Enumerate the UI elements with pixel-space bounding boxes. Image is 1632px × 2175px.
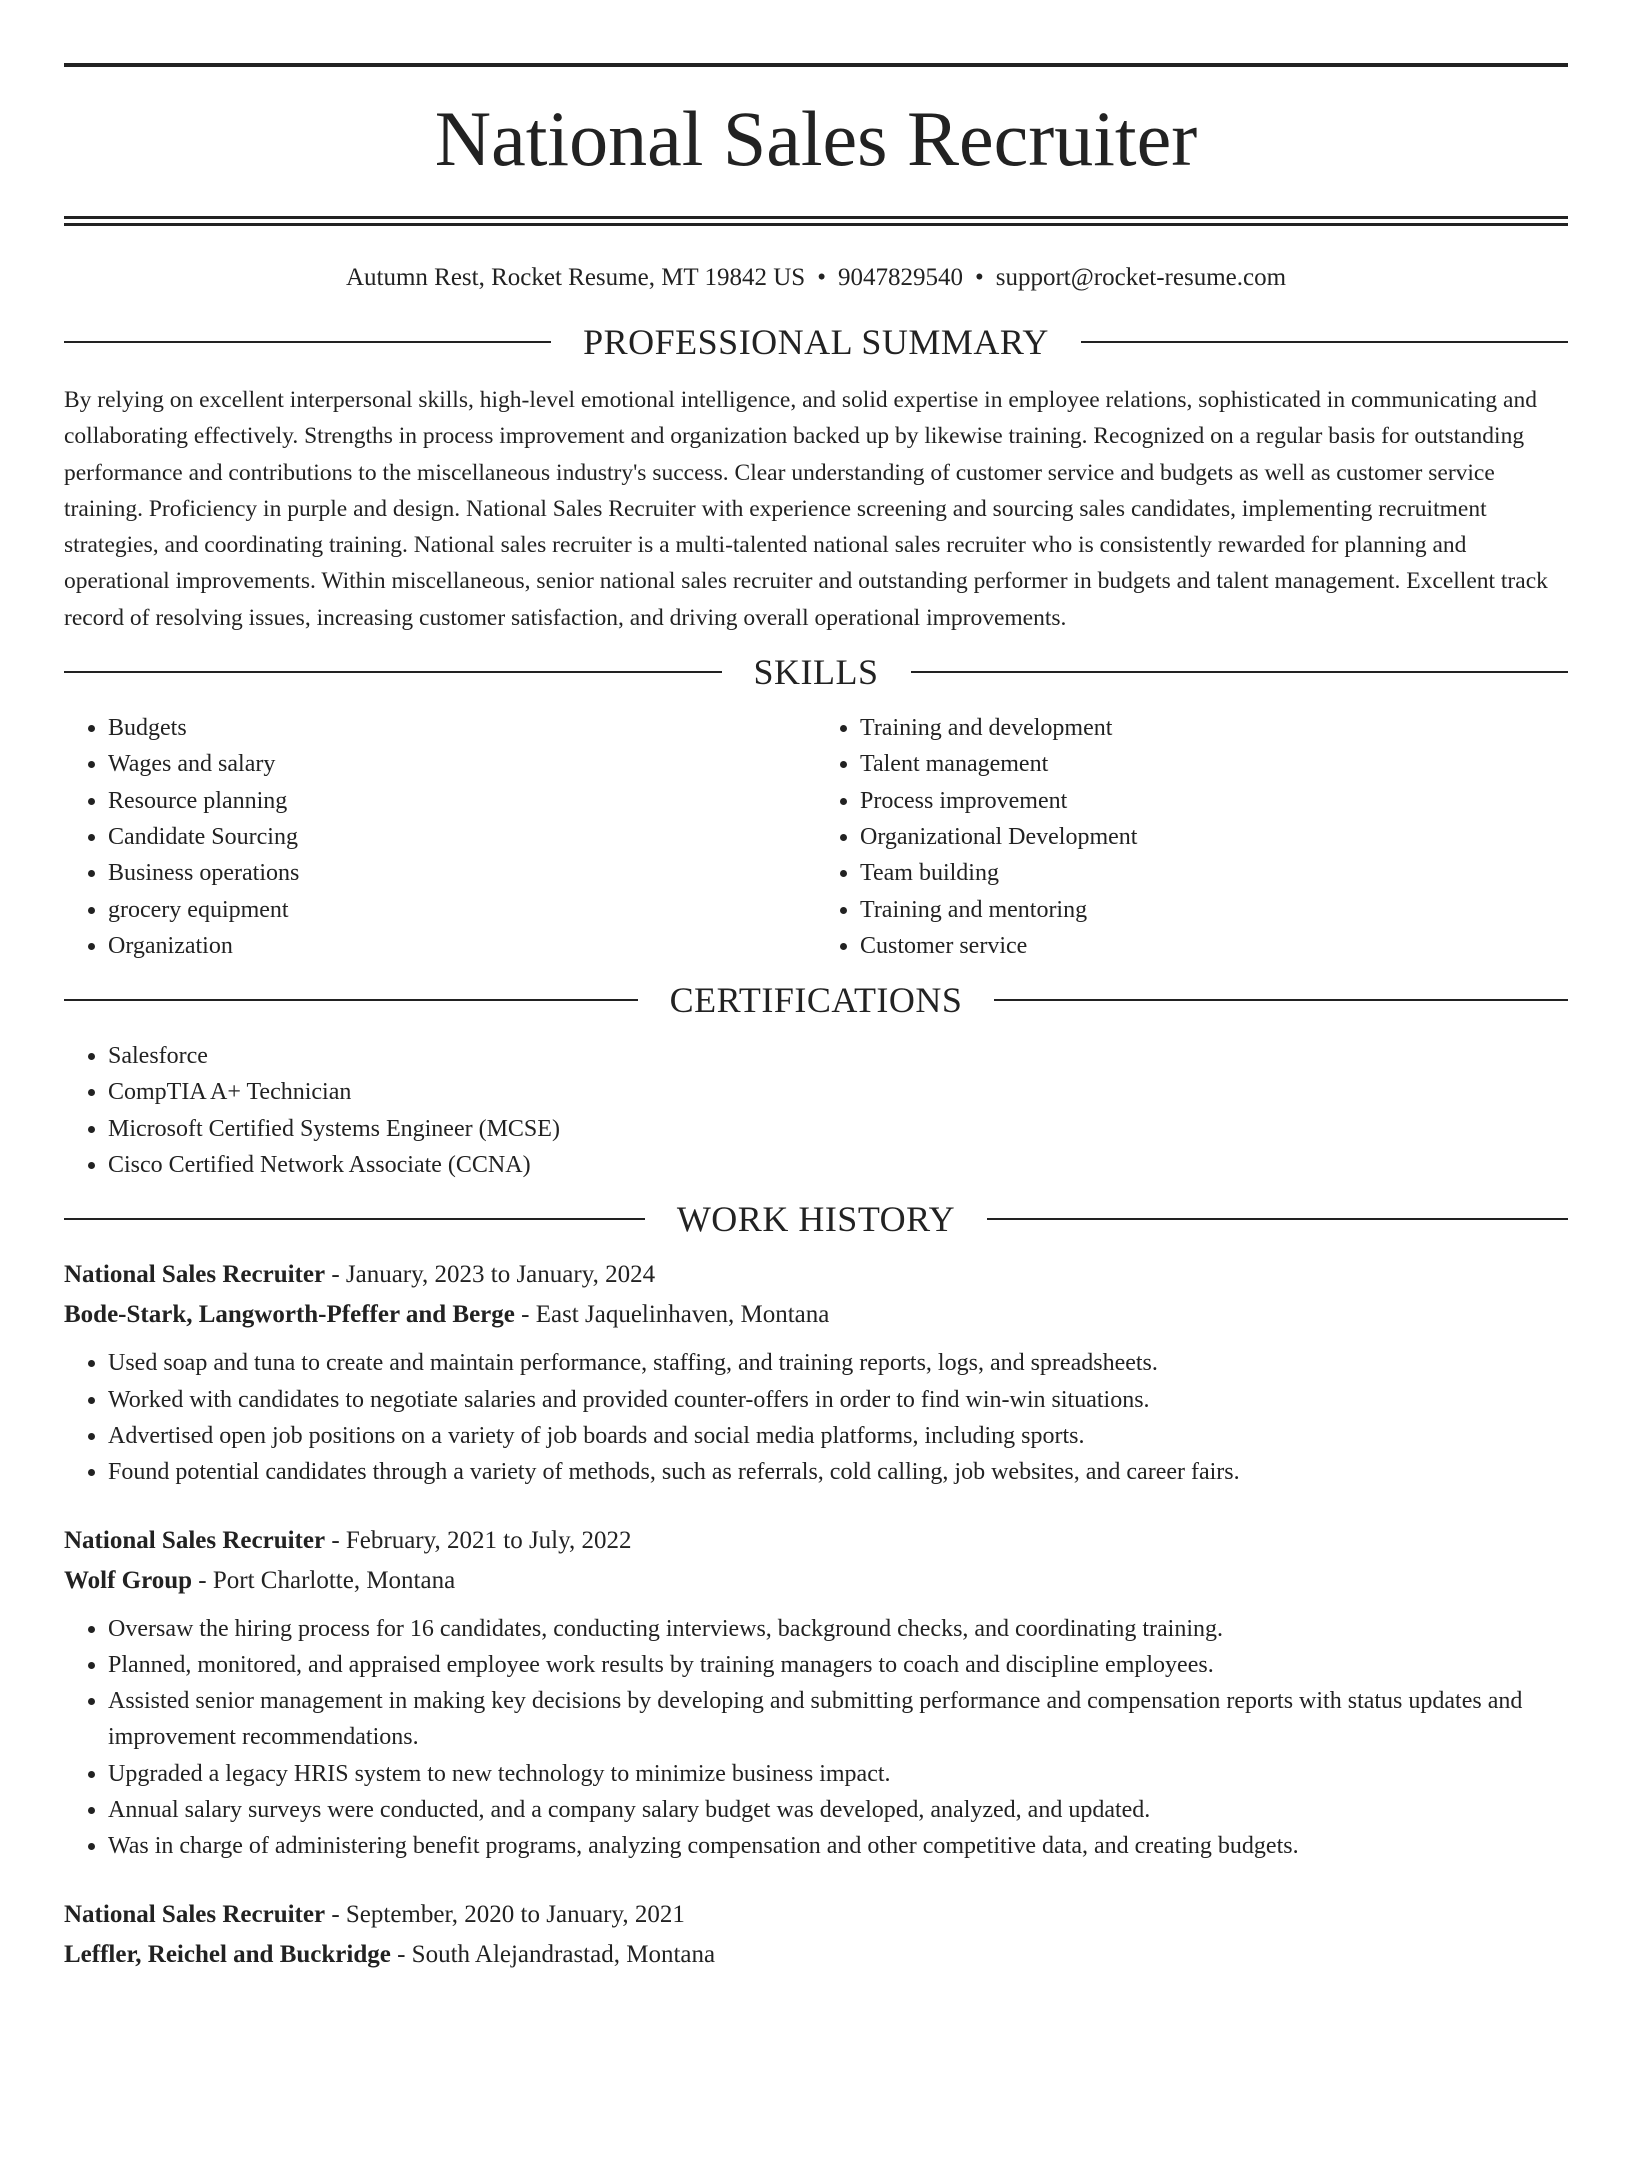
job-title: National Sales Recruiter [64,1900,326,1928]
skill-item: • Organizational Development [860,819,1568,855]
skill-item: • Business operations [108,855,816,891]
skill-item: • Customer service [860,928,1568,964]
skills-column-right [816,710,1568,964]
job-bullets [64,1611,1568,1865]
candidate-name: National Sales Recruiter [434,95,1198,182]
certifications-section-title: CERTIFICATIONS [669,980,963,1021]
job-location: - Port Charlotte, Montana [198,1566,456,1594]
job-location: - South Alejandrastad, Montana [397,1940,716,1968]
skill-item: • Organization [108,928,816,964]
divider-line [64,671,722,673]
divider-line [64,999,638,1001]
job-bullet: • Oversaw the hiring process for 16 candidates, conducting interviews, background checks, and coordinating training. [108,1611,1568,1647]
job-company: Wolf Group [64,1566,193,1594]
skills-list [64,710,1568,964]
job-title: National Sales Recruiter [64,1526,326,1554]
skills-column-left [64,710,816,964]
job-dates: - January, 2023 to January, 2024 [331,1261,656,1289]
certification-item: • Salesforce [108,1038,1568,1074]
certifications-list [64,1038,1568,1183]
job-entry [64,1521,1568,1865]
certification-item: • Microsoft Certified Systems Engineer (MCSE) [108,1111,1568,1147]
resume-page [0,63,1632,2175]
divider-line [1081,341,1568,343]
job-title-line [64,1255,1568,1295]
job-title-line [64,1895,1568,1935]
job-company-line [64,1561,1568,1601]
job-bullet: • Assisted senior management in making key decisions by developing and submitting performance and compensation reports with status updates and improvement recommendations. [108,1683,1568,1756]
header-double-rule [64,216,1568,226]
skill-item: • Training and development [860,710,1568,746]
job-bullet: • Upgraded a legacy HRIS system to new technology to minimize business impact. [108,1756,1568,1792]
contact-phone: 9047829540 [837,264,963,291]
contact-separator: • [817,264,826,291]
skill-item: • Candidate Sourcing [108,819,816,855]
certification-item: • Cisco Certified Network Associate (CCNA) [108,1147,1568,1183]
skill-item: • Talent management [860,746,1568,782]
divider-line [987,1218,1568,1220]
skill-item: • Budgets [108,710,816,746]
skill-item: • Training and mentoring [860,892,1568,928]
work-history-section-title: WORK HISTORY [676,1199,956,1240]
job-bullet: • Used soap and tuna to create and maintain performance, staffing, and training reports, logs, and spreadsheets. [108,1345,1568,1381]
divider-line [994,999,1568,1001]
job-bullet: • Planned, monitored, and appraised employee work results by training managers to coach and discipline employees. [108,1647,1568,1683]
divider-line [911,671,1569,673]
skills-section-title: SKILLS [753,652,879,693]
job-bullet: • Advertised open job positions on a variety of job boards and social media platforms, including sports. [108,1418,1568,1454]
certifications-section-heading [64,978,1568,1022]
contact-address: Autumn Rest, Rocket Resume, MT 19842 US [345,264,806,291]
summary-section-heading [64,320,1568,364]
contact-separator: • [974,264,984,291]
job-location: - East Jaquelinhaven, Montana [521,1301,830,1329]
skill-item: • Wages and salary [108,746,816,782]
job-entry [64,1895,1568,1975]
skills-section-heading [64,650,1568,694]
professional-summary-text: By relying on excellent interpersonal skills, high-level emotional intelligence, and solid expertise in employee relations, sophisticated in communicating and collaborating effectively. Strengths in process improvement and organization backed up by likewise training. Recognized on a regular basis for outstanding performance and contributions to the miscellaneous industry's success. Clear understanding of customer service and budgets as well as customer service training. Proficiency in purple and design. National Sales Recruiter with experience screening and sourcing sales candidates, implementing recruitment strategies, and coordinating training. National sales recruiter is a multi-talented national sales recruiter who is consistently rewarded for planning and operational improvements. Within miscellaneous, senior national sales recruiter and outstanding performer in budgets and talent management. Excellent track record of resolving issues, increasing customer satisfaction, and driving overall operational improvements. [64,387,1548,631]
divider-line [64,1218,645,1220]
job-title: National Sales Recruiter [64,1261,326,1289]
job-bullets [64,1345,1568,1490]
job-company: Bode-Stark, Langworth-Pfeffer and Berge [64,1301,515,1329]
job-dates: - September, 2020 to January, 2021 [331,1900,685,1928]
contact-email: support@rocket-resume.com [995,264,1287,291]
skill-item: • Resource planning [108,783,816,819]
work-history-section-heading [64,1197,1568,1241]
skill-item: • grocery equipment [108,892,816,928]
job-company: Leffler, Reichel and Buckridge [64,1940,391,1968]
job-title-line [64,1521,1568,1561]
job-bullet: • Found potential candidates through a variety of methods, such as referrals, cold calling, job websites, and career fairs. [108,1454,1568,1490]
skill-item: • Process improvement [860,783,1568,819]
summary-section-title: PROFESSIONAL SUMMARY [583,322,1049,362]
job-company-line [64,1295,1568,1335]
job-bullet: • Annual salary surveys were conducted, and a company salary budget was developed, analyzed, and updated. [108,1792,1568,1828]
job-dates: - February, 2021 to July, 2022 [331,1526,632,1554]
divider-line [64,341,551,343]
job-bullet: • Was in charge of administering benefit programs, analyzing compensation and other competitive data, and creating budgets. [108,1828,1568,1864]
contact-line [64,260,1568,296]
job-company-line [64,1935,1568,1975]
job-bullet: • Worked with candidates to negotiate salaries and provided counter-offers in order to find win-win situations. [108,1382,1568,1418]
skill-item: • Team building [860,855,1568,891]
job-entry [64,1255,1568,1490]
certification-item: • CompTIA A+ Technician [108,1074,1568,1110]
